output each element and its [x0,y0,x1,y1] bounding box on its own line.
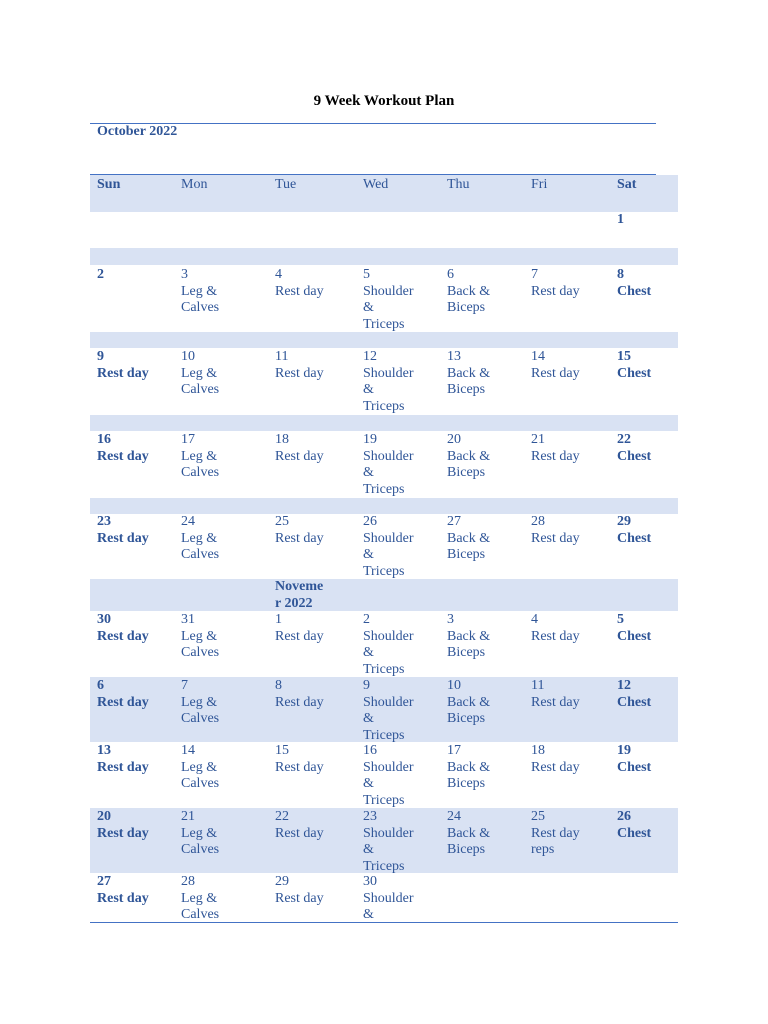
spacer-band [90,248,678,265]
day-cell-mon: 7 Leg & Calves [181,678,220,726]
spacer-band [90,498,678,514]
day-cell-sun: 30 Rest day [97,612,149,644]
day-cell-mon: 21 Leg & Calves [181,809,220,857]
weekday-header: Sat [617,177,637,192]
weekday-header: Fri [531,177,548,192]
weekday-header: Thu [447,177,470,192]
day-cell-tue: 11 Rest day [275,349,324,381]
spacer-band [90,332,678,348]
page-title: 9 Week Workout Plan [313,93,455,109]
day-cell-wed: 23 Shoulder & Triceps [363,809,414,874]
day-cell-wed: 30 Shoulder & [363,874,414,922]
day-cell-mon: 31 Leg & Calves [181,612,220,660]
day-cell-wed: 16 Shoulder & Triceps [363,743,414,808]
day-cell-sun: 16 Rest day [97,432,149,464]
day-cell-wed: 2 Shoulder & Triceps [363,612,414,677]
day-cell-sat: 8 Chest [617,267,652,299]
day-cell-wed: 12 Shoulder & Triceps [363,349,414,414]
day-cell-sat: 1 [617,212,624,227]
day-cell-fri: 28 Rest day [531,514,580,546]
day-cell-thu: 13 Back & Biceps [447,349,491,397]
weekday-header: Wed [363,177,389,192]
day-cell-mon: 24 Leg & Calves [181,514,220,562]
day-cell-sun: 13 Rest day [97,743,149,775]
day-cell-sun: 27 Rest day [97,874,149,906]
table-bottom-border [90,922,678,923]
day-cell-thu: 24 Back & Biceps [447,809,491,857]
day-cell-fri: 25 Rest day reps [531,809,580,857]
day-cell-wed: 19 Shoulder & Triceps [363,432,414,497]
day-cell-fri: 7 Rest day [531,267,580,299]
day-cell-fri: 18 Rest day [531,743,580,775]
day-cell-tue: 18 Rest day [275,432,324,464]
day-cell-thu: 20 Back & Biceps [447,432,491,480]
day-cell-fri: 21 Rest day [531,432,580,464]
day-cell-sat: 22 Chest [617,432,652,464]
day-cell-mon: 10 Leg & Calves [181,349,220,397]
day-cell-sun: 20 Rest day [97,809,149,841]
day-cell-fri: 4 Rest day [531,612,580,644]
day-cell-mon: 3 Leg & Calves [181,267,220,315]
day-cell-sun: 2 [97,267,104,282]
month-label-october: October 2022 [97,124,178,139]
day-cell-wed: 9 Shoulder & Triceps [363,678,414,743]
spacer-band [90,579,678,611]
day-cell-tue: 1 Rest day [275,612,324,644]
day-cell-thu: 27 Back & Biceps [447,514,491,562]
day-cell-sat: 19 Chest [617,743,652,775]
day-cell-wed: 26 Shoulder & Triceps [363,514,414,579]
day-cell-tue: 15 Rest day [275,743,324,775]
weekday-header: Sun [97,177,121,192]
day-cell-sun: 6 Rest day [97,678,149,710]
day-cell-sat: 29 Chest [617,514,652,546]
day-cell-tue: 29 Rest day [275,874,324,906]
day-cell-thu: 6 Back & Biceps [447,267,491,315]
weekday-header: Tue [275,177,297,192]
day-cell-sun: 9 Rest day [97,349,149,381]
day-cell-fri: 14 Rest day [531,349,580,381]
weekday-header: Mon [181,177,208,192]
day-cell-tue: 22 Rest day [275,809,324,841]
spacer-band [90,415,678,431]
day-cell-wed: 5 Shoulder & Triceps [363,267,414,332]
day-cell-sat: 15 Chest [617,349,652,381]
day-cell-thu: 3 Back & Biceps [447,612,491,660]
day-cell-tue: 8 Rest day [275,678,324,710]
day-cell-sun: 23 Rest day [97,514,149,546]
day-cell-sat: 26 Chest [617,809,652,841]
day-cell-fri: 11 Rest day [531,678,580,710]
day-cell-thu: 10 Back & Biceps [447,678,491,726]
month-label-november: Noveme r 2022 [275,579,324,611]
day-cell-sat: 5 Chest [617,612,652,644]
day-cell-sat: 12 Chest [617,678,652,710]
day-cell-thu: 17 Back & Biceps [447,743,491,791]
day-cell-mon: 28 Leg & Calves [181,874,220,922]
day-cell-tue: 4 Rest day [275,267,324,299]
day-cell-mon: 17 Leg & Calves [181,432,220,480]
day-cell-mon: 14 Leg & Calves [181,743,220,791]
day-cell-tue: 25 Rest day [275,514,324,546]
